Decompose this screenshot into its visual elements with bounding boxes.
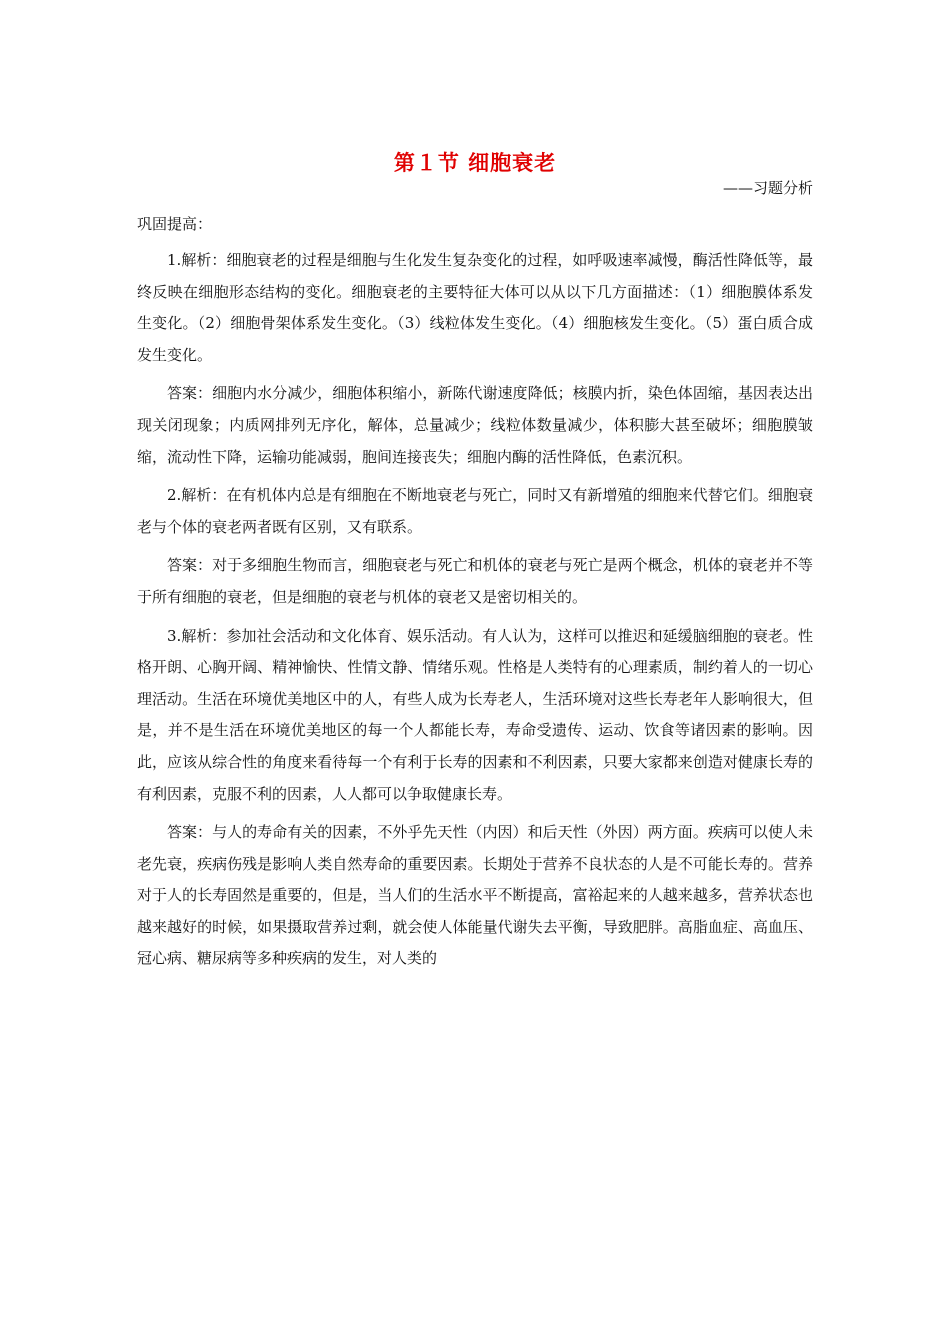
paragraph-q1-answer: 答案：细胞内水分减少，细胞体积缩小，新陈代谢速度降低；核膜内折，染色体固缩，基因表达出现关闭现象；内质网排列无序化，解体，总量减少；线粒体数量减少，体积膨大甚至破坏；细胞膜皱缩，流动性下降，运输功能减弱，胞间连接丧失；细胞内酶的活性降低，色素沉积。 xyxy=(137,384,813,466)
page-subtitle: ——习题分析 xyxy=(722,179,813,197)
body-text xyxy=(137,245,813,975)
paragraph-q2-answer: 答案：对于多细胞生物而言，细胞衰老与死亡和机体的衰老与死亡是两个概念，机体的衰老并不等于所有细胞的衰老，但是细胞的衰老与机体的衰老又是密切相关的。 xyxy=(137,556,813,606)
paragraph-q1-analysis: 1.解析：细胞衰老的过程是细胞与生化发生复杂变化的过程，如呼吸速率减慢，酶活性降低等，最终反映在细胞形态结构的变化。细胞衰老的主要特征大体可以从以下几方面描述：（1）细胞膜体系发生变化。（2）细胞骨架体系发生变化。（3）线粒体发生变化。（4）细胞核发生变化。（5）蛋白质合成发生变化。 xyxy=(137,251,813,364)
paragraph-q3-answer: 答案：与人的寿命有关的因素，不外乎先天性（内因）和后天性（外因）两方面。疾病可以使人未老先衰，疾病伤残是影响人类自然寿命的重要因素。长期处于营养不良状态的人是不可能长寿的。营养对于人的长寿固然是重要的，但是，当人们的生活水平不断提高，富裕起来的人越来越多，营养状态也越来越好的时候，如果摄取营养过剩，就会使人体能量代谢失去平衡，导致肥胖。高脂血症、高血压、冠心病、糖尿病等多种疾病的发生，对人类的 xyxy=(137,823,813,968)
page-title: 第１节 细胞衰老 xyxy=(393,150,557,175)
paragraph-q3-analysis: 3.解析：参加社会活动和文化体育、娱乐活动。有人认为，这样可以推迟和延缓脑细胞的衰老。性格开朗、心胸开阔、精神愉快、性情文静、情绪乐观。性格是人类特有的心理素质，制约着人的一切心理活动。生活在环境优美地区中的人，有些人成为长寿老人，生活环境对这些长寿老年人影响很大，但是，并不是生活在环境优美地区的每一个人都能长寿，寿命受遗传、运动、饮食等诸因素的影响。因此，应该从综合性的角度来看待每一个有利于长寿的因素和不利因素，只要大家都来创造对健康长寿的有利因素，克服不利的因素，人人都可以争取健康长寿。 xyxy=(137,626,813,803)
paragraph-q2-analysis: 2.解析：在有机体内总是有细胞在不断地衰老与死亡，同时又有新增殖的细胞来代替它们。细胞衰老与个体的衰老两者既有区别，又有联系。 xyxy=(137,486,813,536)
section-heading: 巩固提高： xyxy=(137,215,213,233)
